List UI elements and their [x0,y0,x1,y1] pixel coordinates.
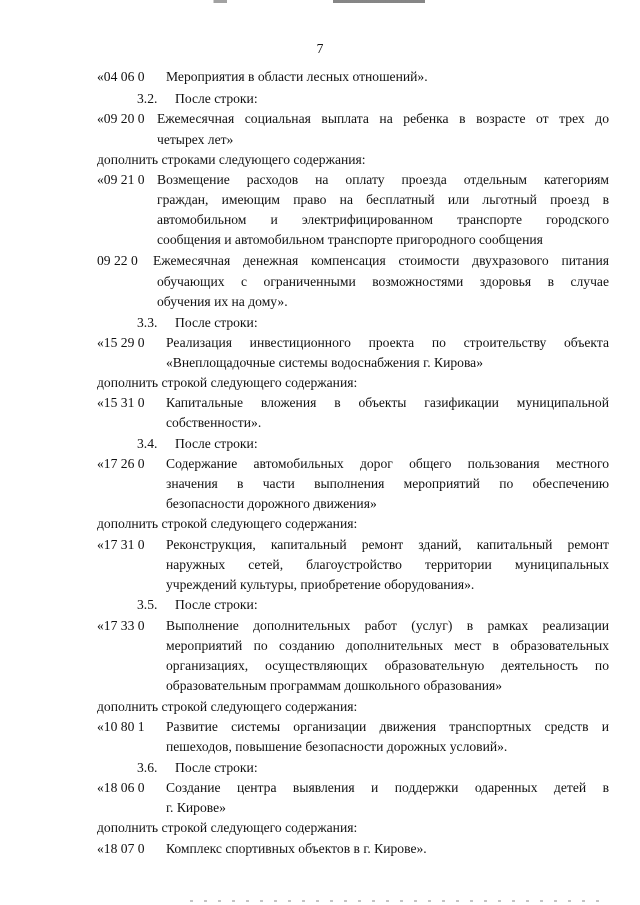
entry-code: «09 20 0 [97,111,145,126]
entry-code: «15 29 0 [97,335,145,350]
entry-text-line: безопасности дорожного движения» [166,496,377,511]
entry-code: «17 26 0 [97,456,145,471]
subsection-number: 3.4. [137,436,158,451]
subsection-number: 3.6. [137,760,158,775]
entry-text-line: образовательным программам дошкольного образования» [166,678,503,693]
subsection-text: После строки: [175,760,258,775]
subsection-number: 3.5. [137,597,158,612]
entry-text-line: учреждений культуры, приобретение оборудования». [166,577,475,592]
addon-text: дополнить строкой следующего содержания: [97,699,358,714]
entry-text-line: Реконструкция, капитальный ремонт зданий, капитальный ремонт [166,537,609,552]
entry-text-line: автомобильном и электрифицированном транспорте городского [157,212,609,227]
entry-text-line: четырех лет» [157,132,234,147]
entry-text-line: значения в части выполнения мероприятий по обеспечению [166,476,609,491]
entry-text-line: обучения их на дому». [157,294,288,309]
entry-text-line: г. Кирове» [166,800,226,815]
entry-text-line: организациях, осуществляющих образовательную деятельность по [166,658,609,673]
entry-code: «18 06 0 [97,780,145,795]
entry-text-line: Комплекс спортивных объектов в г. Кирове». [166,841,427,856]
entry-code: 09 22 0 [97,253,138,268]
addon-text: дополнить строкой следующего содержания: [97,516,358,531]
addon-text: дополнить строкой следующего содержания: [97,375,358,390]
entry-code: «15 31 0 [97,395,145,410]
entry-code: «10 80 1 [97,719,145,734]
entry-code: «04 06 0 [97,69,145,84]
entry-code: «18 07 0 [97,841,145,856]
entry-text-line: Развитие системы организации движения транспортных средств и [166,719,609,734]
entry-text-line: сообщения и автомобильном транспорте пригородного сообщения [157,232,543,247]
entry-text-line: собственности». [166,415,262,430]
subsection-number: 3.3. [137,315,158,330]
page-number: 7 [316,41,324,56]
entry-text-line: мероприятий по созданию дополнительных мест в образовательных [166,638,609,653]
subsection-number: 3.2. [137,91,158,106]
entry-text-line: Реализация инвестиционного проекта по строительству объекта [166,335,609,350]
entry-text-line: наружных сетей, благоустройство территории муниципальных [166,557,609,572]
entry-text-line: Мероприятия в области лесных отношений». [166,69,428,84]
subsection-text: После строки: [175,315,258,330]
entry-text-line: Капитальные вложения в объекты газификации муниципальной [166,395,609,410]
entry-text-line: пешеходов, повышение безопасности дорожных условий». [166,739,508,754]
entry-text-line: Создание центра выявления и поддержки одаренных детей в [166,780,609,795]
entry-text-line: «Внеплощадочные системы водоснабжения г. Кирова» [166,355,484,370]
entry-code: «17 33 0 [97,618,145,633]
subsection-text: После строки: [175,91,258,106]
addon-text: дополнить строкой следующего содержания: [97,820,358,835]
entry-text-line: граждан, имеющим право на бесплатный или льготный проезд в [157,192,609,207]
scan-artifact-bottom [190,900,610,902]
entry-text-line: Возмещение расходов на оплату проезда отдельным категориям [157,172,609,187]
entry-text-line: Ежемесячная денежная компенсация стоимости двухразового питания [153,253,609,268]
entry-code: «09 21 0 [97,172,145,187]
entry-text-line: обучающих с ограниченными возможностями здоровья в случае [157,274,609,289]
entry-text-line: Содержание автомобильных дорог общего пользования местного [166,456,609,471]
entry-text-line: Ежемесячная социальная выплата на ребенка в возрасте от трех до [157,111,609,126]
scan-artifact-top [195,0,425,3]
entry-text-line: Выполнение дополнительных работ (услуг) в рамках реализации [166,618,609,633]
subsection-text: После строки: [175,436,258,451]
entry-code: «17 31 0 [97,537,145,552]
subsection-text: После строки: [175,597,258,612]
addon-text: дополнить строками следующего содержания: [97,152,366,167]
